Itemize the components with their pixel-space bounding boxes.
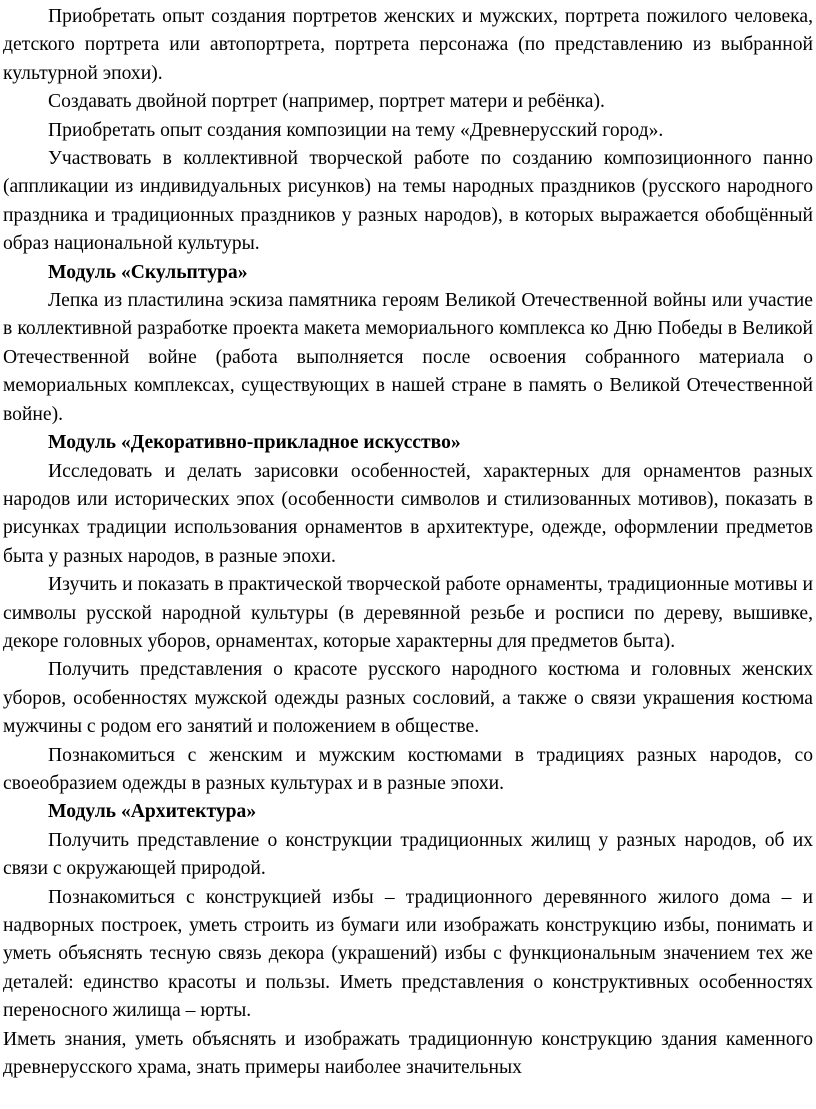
heading-sculpture-module: Модуль «Скульптура» [48,261,248,283]
paragraph-portrait-experience: Приобретать опыт создания портретов женских и мужских, портрета пожилого человека, детского портрета или автопортрета, портрета персонажа (по представлению из выбранной культурной эпохи). [3,6,813,84]
paragraph-ornament-sketches: Исследовать и делать зарисовки особенностей, характерных для орнаментов разных народов или исторических эпох (особенности символов и стилизованных мотивов), показать в рисунках традиции использования орнаментов в архитектуре, одежде, оформлении предметов быта у разных народов, в разные эпохи. [3,460,813,567]
heading-architecture-module: Модуль «Архитектура» [48,801,257,823]
paragraph-stone-church: Иметь знания, уметь объяснять и изображать традиционную конструкцию здания каменного древнерусского храма, знать примеры наиболее значительных [3,1028,813,1079]
heading-decorative-arts-module: Модуль «Декоративно-прикладное искусство» [48,432,461,454]
paragraph-collective-panel: Участвовать в коллективной творческой работе по созданию композиционного панно (аппликации из индивидуальных рисунков) на темы народных праздников (русского народного праздника и традиционных праздников у разных народов), в которых выражается обобщённый образ национальной культуры. [3,148,813,255]
paragraph-monument-modeling: Лепка из пластилина эскиза памятника героям Великой Отечественной войны или участие в коллективной разработке проекта макета мемориального комплекса ко Дню Победы в Великой Отечественной войне (работа выполняется после освоения собранного материала о мемориальных комплексах, существующих в нашей стране в память о Великой Отечественной войне). [3,290,813,425]
paragraph-folk-costume: Получить представления о красоте русского народного костюма и головных женских уборов, особенностях мужской одежды разных сословий, а также о связи украшения костюма мужчины с родом его занятий и положением в обществе. [3,659,813,738]
paragraph-izba-construction: Познакомиться с конструкцией избы – традиционного деревянного жилого дома – и надворных построек, уметь строить из бумаги или изображать конструкцию избы, понимать и уметь объяснять тесную связь декора (украшений) избы с функциональным значением тех же деталей: единство красоты и пользы. Иметь представления о конструктивных особенностях переносного жилища – юрты. [3,886,813,1022]
paragraph-costume-traditions: Познакомиться с женским и мужским костюмами в традициях разных народов, со своеобразием одежды в разных культурах и в разные эпохи. [3,744,813,794]
paragraph-old-russian-city: Приобретать опыт создания композиции на тему «Древнерусский город». [48,119,664,141]
paragraph-folk-motifs: Изучить и показать в практической творческой работе орнаменты, традиционные мотивы и символы русской народной культуры (в деревянной резьбе и росписи по дереву, вышивке, декоре головных уборов, орнаментах, которые характерны для предметов быта). [3,574,813,652]
paragraph-traditional-dwellings: Получить представление о конструкции традиционных жилищ у разных народов, об их связи с окружающей природой. [3,829,813,880]
paragraph-double-portrait: Создавать двойной портрет (например, портрет матери и ребёнка). [48,91,605,113]
